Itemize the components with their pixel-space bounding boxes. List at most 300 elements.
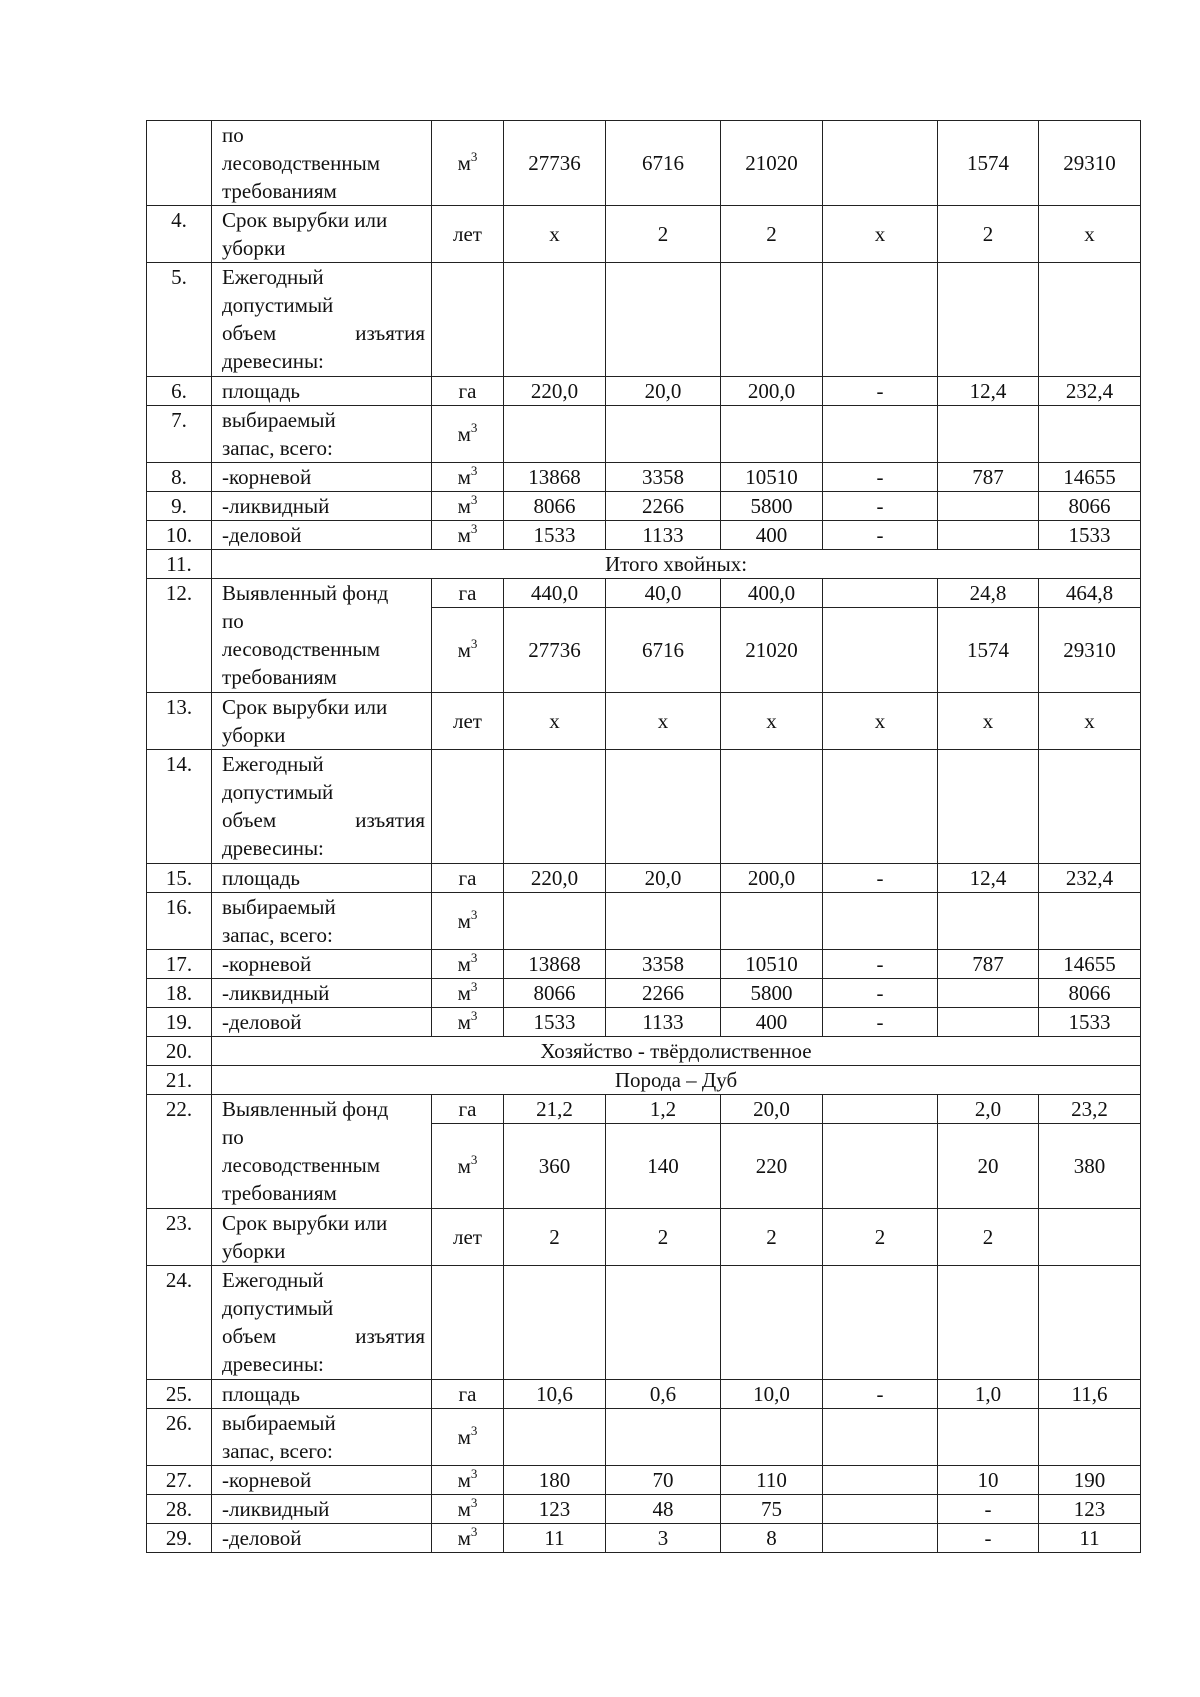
value-cell: 1533 xyxy=(1039,521,1141,550)
unit-cell xyxy=(432,1524,504,1553)
item-name-line: объем изъятия xyxy=(222,1324,425,1348)
value-cell: 20 xyxy=(938,1124,1039,1209)
value-cell: 232,4 xyxy=(1039,377,1141,406)
value-cell: 27736 xyxy=(504,608,606,693)
table-row xyxy=(147,1266,1141,1380)
unit-cell xyxy=(432,206,504,263)
item-name-line: по xyxy=(222,123,244,147)
value-cell: 40,0 xyxy=(606,579,721,608)
value-cell xyxy=(504,893,606,950)
value-cell xyxy=(938,263,1039,377)
row-number: 28. xyxy=(147,1495,212,1524)
table-row xyxy=(147,893,1141,950)
value-cell xyxy=(938,1266,1039,1380)
row-number: 26. xyxy=(147,1409,212,1466)
item-name-line: -деловой xyxy=(222,1526,302,1550)
unit-label: $м^3$ xyxy=(457,149,478,175)
unit-cell xyxy=(432,864,504,893)
row-number: 18. xyxy=(147,979,212,1008)
table-row xyxy=(147,579,1141,608)
item-name-cell xyxy=(212,579,432,693)
unit-label: $м^3$ xyxy=(457,1152,478,1178)
item-name-line: уборки xyxy=(222,723,286,747)
value-cell: 13868 xyxy=(504,463,606,492)
value-cell xyxy=(606,893,721,950)
value-cell: 27736 xyxy=(504,121,606,206)
item-name-line: площадь xyxy=(222,1382,300,1406)
value-cell: 8066 xyxy=(1039,492,1141,521)
unit-cell xyxy=(432,1266,504,1380)
item-name-line: древесины: xyxy=(222,1352,324,1376)
value-cell: - xyxy=(823,492,938,521)
value-cell xyxy=(938,492,1039,521)
item-name-line: Ежегодный xyxy=(222,1268,324,1292)
item-name-cell xyxy=(212,979,432,1008)
value-cell: 1574 xyxy=(938,121,1039,206)
section-title: Хозяйство - твёрдолиственное xyxy=(212,1037,1141,1066)
value-cell: 29310 xyxy=(1039,121,1141,206)
item-name-line: допустимый xyxy=(222,780,334,804)
value-cell: 70 xyxy=(606,1466,721,1495)
item-name-cell xyxy=(212,1524,432,1553)
row-number: 19. xyxy=(147,1008,212,1037)
value-cell xyxy=(721,406,823,463)
row-number: 8. xyxy=(147,463,212,492)
unit-cell xyxy=(432,693,504,750)
unit-label: $м^3$ xyxy=(457,1495,478,1521)
table-row xyxy=(147,1466,1141,1495)
value-cell: 2 xyxy=(823,1209,938,1266)
value-cell: 5800 xyxy=(721,492,823,521)
value-cell: 20,0 xyxy=(721,1095,823,1124)
value-cell: 3 xyxy=(606,1524,721,1553)
value-cell xyxy=(823,1409,938,1466)
value-cell xyxy=(1039,1209,1141,1266)
value-cell: 0,6 xyxy=(606,1380,721,1409)
unit-cell xyxy=(432,406,504,463)
value-cell xyxy=(721,1409,823,1466)
item-name-line: Выявленный фонд xyxy=(222,581,389,605)
row-number: 14. xyxy=(147,750,212,864)
table-row xyxy=(147,521,1141,550)
item-name-line: запас, всего: xyxy=(222,436,333,460)
item-name-line: площадь xyxy=(222,866,300,890)
item-name-cell xyxy=(212,1008,432,1037)
value-cell: 6716 xyxy=(606,608,721,693)
value-cell: х xyxy=(504,693,606,750)
value-cell: 440,0 xyxy=(504,579,606,608)
value-cell: 8066 xyxy=(1039,979,1141,1008)
item-name-line: допустимый xyxy=(222,293,334,317)
value-cell: 10510 xyxy=(721,463,823,492)
table-row xyxy=(147,693,1141,750)
item-name-line: Ежегодный xyxy=(222,752,324,776)
item-name-line: выбираемый xyxy=(222,895,336,919)
value-cell xyxy=(504,1266,606,1380)
value-cell xyxy=(504,750,606,864)
item-name-cell xyxy=(212,1466,432,1495)
value-cell xyxy=(823,406,938,463)
value-cell: 2 xyxy=(606,206,721,263)
value-cell: 2 xyxy=(721,1209,823,1266)
item-name-line: требованиям xyxy=(222,1181,337,1205)
value-cell: 200,0 xyxy=(721,864,823,893)
value-cell: 2266 xyxy=(606,492,721,521)
value-cell xyxy=(1039,1409,1141,1466)
value-cell xyxy=(938,750,1039,864)
section-title: Порода – Дуб xyxy=(212,1066,1141,1095)
value-cell xyxy=(823,1266,938,1380)
item-name-line: Срок вырубки или xyxy=(222,695,388,719)
value-cell: 1133 xyxy=(606,521,721,550)
row-number: 23. xyxy=(147,1209,212,1266)
value-cell: 110 xyxy=(721,1466,823,1495)
value-cell xyxy=(823,608,938,693)
table-body xyxy=(147,121,1141,1553)
item-name-cell xyxy=(212,406,432,463)
item-name-cell xyxy=(212,206,432,263)
unit-cell xyxy=(432,579,504,608)
value-cell: 123 xyxy=(504,1495,606,1524)
row-number: 11. xyxy=(147,550,212,579)
value-cell: 11 xyxy=(1039,1524,1141,1553)
item-name-cell xyxy=(212,950,432,979)
unit-label: га xyxy=(458,379,477,403)
unit-cell xyxy=(432,1409,504,1466)
item-name-line: -корневой xyxy=(222,1468,312,1492)
value-cell xyxy=(823,121,938,206)
row-number: 6. xyxy=(147,377,212,406)
item-name-line: уборки xyxy=(222,236,286,260)
row-number: 7. xyxy=(147,406,212,463)
value-cell xyxy=(721,893,823,950)
row-number: 27. xyxy=(147,1466,212,1495)
item-name-cell xyxy=(212,463,432,492)
row-number: 5. xyxy=(147,263,212,377)
item-name-line: -ликвидный xyxy=(222,494,330,518)
item-name-cell xyxy=(212,521,432,550)
value-cell xyxy=(823,1524,938,1553)
value-cell: - xyxy=(823,1380,938,1409)
value-cell xyxy=(823,750,938,864)
unit-cell xyxy=(432,893,504,950)
table-row xyxy=(147,492,1141,521)
value-cell: 10,6 xyxy=(504,1380,606,1409)
value-cell: 14655 xyxy=(1039,950,1141,979)
value-cell xyxy=(606,263,721,377)
item-name-line: Срок вырубки или xyxy=(222,1211,388,1235)
value-cell: х xyxy=(1039,206,1141,263)
value-cell: 5800 xyxy=(721,979,823,1008)
value-cell xyxy=(938,893,1039,950)
unit-cell xyxy=(432,263,504,377)
value-cell: 21020 xyxy=(721,121,823,206)
value-cell: 787 xyxy=(938,463,1039,492)
value-cell: 13868 xyxy=(504,950,606,979)
value-cell: 8066 xyxy=(504,492,606,521)
value-cell: 2266 xyxy=(606,979,721,1008)
value-cell: 14655 xyxy=(1039,463,1141,492)
value-cell: 3358 xyxy=(606,950,721,979)
value-cell xyxy=(938,1008,1039,1037)
value-cell xyxy=(1039,263,1141,377)
value-cell: х xyxy=(504,206,606,263)
value-cell: 200,0 xyxy=(721,377,823,406)
row-number: 20. xyxy=(147,1037,212,1066)
value-cell: 400 xyxy=(721,521,823,550)
row-number: 22. xyxy=(147,1095,212,1209)
item-name-line: лесоводственным xyxy=(222,1153,380,1177)
table-row xyxy=(147,950,1141,979)
value-cell: 1,2 xyxy=(606,1095,721,1124)
item-name-cell xyxy=(212,121,432,206)
item-name-cell xyxy=(212,1095,432,1209)
item-name-line: уборки xyxy=(222,1239,286,1263)
value-cell: 140 xyxy=(606,1124,721,1209)
item-name-line: лесоводственным xyxy=(222,151,380,175)
value-cell: 23,2 xyxy=(1039,1095,1141,1124)
item-name-line: -ликвидный xyxy=(222,1497,330,1521)
value-cell: 190 xyxy=(1039,1466,1141,1495)
value-cell xyxy=(938,979,1039,1008)
value-cell: 232,4 xyxy=(1039,864,1141,893)
value-cell: 12,4 xyxy=(938,864,1039,893)
value-cell: 10510 xyxy=(721,950,823,979)
unit-label: $м^3$ xyxy=(457,1524,478,1550)
unit-label: $м^3$ xyxy=(457,1008,478,1034)
item-name-line: по xyxy=(222,1125,244,1149)
value-cell xyxy=(721,263,823,377)
value-cell: - xyxy=(823,950,938,979)
item-name-cell xyxy=(212,750,432,864)
unit-cell xyxy=(432,521,504,550)
value-cell: 75 xyxy=(721,1495,823,1524)
value-cell: 11,6 xyxy=(1039,1380,1141,1409)
value-cell: 1533 xyxy=(504,521,606,550)
value-cell: - xyxy=(823,377,938,406)
value-cell xyxy=(606,406,721,463)
value-cell xyxy=(938,1409,1039,1466)
item-name-cell xyxy=(212,1380,432,1409)
value-cell: 220,0 xyxy=(504,377,606,406)
item-name-line: -ликвидный xyxy=(222,981,330,1005)
unit-cell xyxy=(432,979,504,1008)
value-cell: 1533 xyxy=(504,1008,606,1037)
value-cell: 10 xyxy=(938,1466,1039,1495)
unit-label: лет xyxy=(453,1225,482,1249)
value-cell: х xyxy=(606,693,721,750)
row-number: 17. xyxy=(147,950,212,979)
value-cell: 1574 xyxy=(938,608,1039,693)
section-title: Итого хвойных: xyxy=(212,550,1141,579)
unit-label: га xyxy=(458,1097,477,1121)
item-name-line: Срок вырубки или xyxy=(222,208,388,232)
item-name-line: допустимый xyxy=(222,1296,334,1320)
value-cell: 1,0 xyxy=(938,1380,1039,1409)
item-name-line: -деловой xyxy=(222,1010,302,1034)
value-cell xyxy=(823,1095,938,1124)
item-name-cell xyxy=(212,693,432,750)
value-cell: 2 xyxy=(606,1209,721,1266)
value-cell: - xyxy=(823,979,938,1008)
value-cell: 400 xyxy=(721,1008,823,1037)
value-cell xyxy=(606,1266,721,1380)
value-cell: - xyxy=(823,864,938,893)
item-name-cell xyxy=(212,1409,432,1466)
value-cell: х xyxy=(938,693,1039,750)
value-cell: 11 xyxy=(504,1524,606,1553)
unit-label: $м^3$ xyxy=(457,1423,478,1449)
value-cell xyxy=(504,263,606,377)
value-cell xyxy=(823,1124,938,1209)
unit-cell xyxy=(432,492,504,521)
table-row xyxy=(147,1209,1141,1266)
item-name-cell xyxy=(212,864,432,893)
value-cell xyxy=(504,1409,606,1466)
value-cell: 29310 xyxy=(1039,608,1141,693)
item-name-line: площадь xyxy=(222,379,300,403)
unit-label: $м^3$ xyxy=(457,950,478,976)
item-name-line: требованиям xyxy=(222,665,337,689)
table-row xyxy=(147,463,1141,492)
unit-cell xyxy=(432,1466,504,1495)
item-name-cell xyxy=(212,377,432,406)
item-name-line: Выявленный фонд xyxy=(222,1097,389,1121)
item-name-line: -деловой xyxy=(222,523,302,547)
value-cell: х xyxy=(823,206,938,263)
item-name-cell xyxy=(212,893,432,950)
value-cell: - xyxy=(823,1008,938,1037)
unit-label: $м^3$ xyxy=(457,521,478,547)
unit-label: $м^3$ xyxy=(457,636,478,662)
value-cell xyxy=(1039,750,1141,864)
value-cell: 180 xyxy=(504,1466,606,1495)
table-row xyxy=(147,550,1141,579)
value-cell: 6716 xyxy=(606,121,721,206)
item-name-cell xyxy=(212,1266,432,1380)
unit-cell xyxy=(432,1008,504,1037)
item-name-line: запас, всего: xyxy=(222,923,333,947)
value-cell xyxy=(823,1495,938,1524)
unit-label: $м^3$ xyxy=(457,907,478,933)
table-row xyxy=(147,1380,1141,1409)
unit-cell xyxy=(432,1095,504,1124)
value-cell: - xyxy=(938,1495,1039,1524)
table-row xyxy=(147,206,1141,263)
value-cell: 2 xyxy=(938,206,1039,263)
unit-cell xyxy=(432,121,504,206)
value-cell: 2 xyxy=(938,1209,1039,1266)
value-cell xyxy=(1039,1266,1141,1380)
unit-cell xyxy=(432,377,504,406)
value-cell: 360 xyxy=(504,1124,606,1209)
value-cell xyxy=(823,1466,938,1495)
value-cell xyxy=(938,521,1039,550)
value-cell: 123 xyxy=(1039,1495,1141,1524)
value-cell xyxy=(606,1409,721,1466)
unit-cell xyxy=(432,463,504,492)
value-cell: х xyxy=(1039,693,1141,750)
value-cell: 1133 xyxy=(606,1008,721,1037)
row-number: 24. xyxy=(147,1266,212,1380)
value-cell: 21,2 xyxy=(504,1095,606,1124)
value-cell: 21020 xyxy=(721,608,823,693)
value-cell: - xyxy=(823,521,938,550)
table-row xyxy=(147,377,1141,406)
value-cell: х xyxy=(721,693,823,750)
unit-cell xyxy=(432,1495,504,1524)
table-row xyxy=(147,1524,1141,1553)
item-name-cell xyxy=(212,492,432,521)
value-cell: 220,0 xyxy=(504,864,606,893)
table-row xyxy=(147,979,1141,1008)
value-cell: 10,0 xyxy=(721,1380,823,1409)
item-name-line: выбираемый xyxy=(222,1411,336,1435)
value-cell xyxy=(1039,406,1141,463)
value-cell xyxy=(606,750,721,864)
table-row xyxy=(147,750,1141,864)
value-cell xyxy=(504,406,606,463)
table-row xyxy=(147,1409,1141,1466)
unit-label: лет xyxy=(453,222,482,246)
table-row xyxy=(147,1066,1141,1095)
row-number: 21. xyxy=(147,1066,212,1095)
value-cell: х xyxy=(823,693,938,750)
item-name-line: Ежегодный xyxy=(222,265,324,289)
row-number: 9. xyxy=(147,492,212,521)
row-number: 16. xyxy=(147,893,212,950)
item-name-line: объем изъятия xyxy=(222,808,425,832)
value-cell: 464,8 xyxy=(1039,579,1141,608)
unit-cell xyxy=(432,1380,504,1409)
value-cell: 400,0 xyxy=(721,579,823,608)
value-cell: 8 xyxy=(721,1524,823,1553)
unit-label: га xyxy=(458,1382,477,1406)
forest-fund-table xyxy=(146,120,1141,1553)
table-row xyxy=(147,406,1141,463)
value-cell xyxy=(823,579,938,608)
unit-label: $м^3$ xyxy=(457,979,478,1005)
item-name-cell xyxy=(212,1495,432,1524)
unit-label: $м^3$ xyxy=(457,492,478,518)
table-row xyxy=(147,1495,1141,1524)
unit-label: $м^3$ xyxy=(457,420,478,446)
value-cell: 2 xyxy=(721,206,823,263)
item-name-line: древесины: xyxy=(222,349,324,373)
row-number: 12. xyxy=(147,579,212,693)
item-name-line: запас, всего: xyxy=(222,1439,333,1463)
unit-label: $м^3$ xyxy=(457,1466,478,1492)
row-number xyxy=(147,121,212,206)
unit-cell xyxy=(432,608,504,693)
unit-label: $м^3$ xyxy=(457,463,478,489)
value-cell: 787 xyxy=(938,950,1039,979)
value-cell: 380 xyxy=(1039,1124,1141,1209)
item-name-line: -корневой xyxy=(222,952,312,976)
value-cell: 2 xyxy=(504,1209,606,1266)
value-cell: 3358 xyxy=(606,463,721,492)
unit-cell xyxy=(432,1124,504,1209)
value-cell: 24,8 xyxy=(938,579,1039,608)
value-cell xyxy=(823,893,938,950)
value-cell: 1533 xyxy=(1039,1008,1141,1037)
row-number: 10. xyxy=(147,521,212,550)
item-name-line: древесины: xyxy=(222,836,324,860)
value-cell: - xyxy=(938,1524,1039,1553)
value-cell: 220 xyxy=(721,1124,823,1209)
value-cell xyxy=(823,263,938,377)
item-name-line: по xyxy=(222,609,244,633)
